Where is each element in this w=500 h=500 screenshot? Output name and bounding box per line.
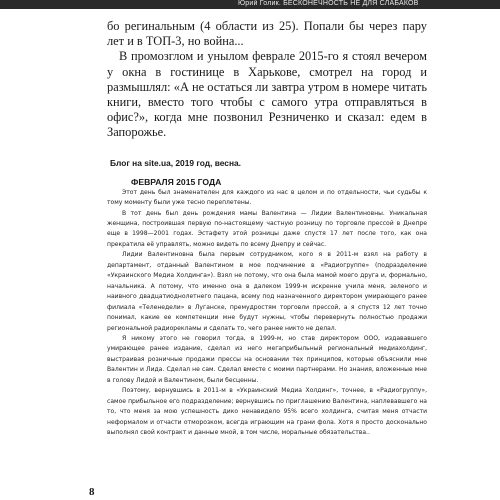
page-content — [107, 19, 427, 439]
article-paragraph-5: Поэтому, вернувшись в 2011-м в «Украинский Медиа Холдинг», точнее, в «Радиогруппу», самое прибыльное его подразделение; вернувшись по приглашению Валентина, наплевавшего на то, что меня за мою успешность дико ненавидело 95% всего холдинга, считая меня отчасти неформалом и отчасти отморозком, всегда играющим на грани фола. Хотя я просто досконально выполнял свой контракт и данные мной, в том числе, моральные обязательства.. — [107, 387, 427, 437]
date-heading: ФЕВРАЛЯ 2015 ГОДА — [131, 176, 222, 187]
running-head-bar — [0, 0, 500, 9]
article-body — [107, 188, 427, 439]
article-paragraph-3: Лидии Валентиновна была первым сотрудником, кого я в 2011-м взял на работу в департамент, отданный Валентином в мое подчинение в «Радиогруппе» (подразделение «Украинского Медиа Холдинга»). Взял не потому, что она была мамой моего друга и, формально, начальника. А потому, что именно она в далеком 1999-м искренне учила меня, зеленого и наивного двадцатиоднолетнего пацана, всему под назначенного директором умирающего ранее филиала «Теленедели» в Луганске, премудростям торговли прессой, а я спустя 12 лет точно понимал, какие ее компетенции мне будут нужны, чтобы перевернуть полностью продажи региональной радиорекламы и сделать то, чего ранее никто не делал. — [107, 251, 427, 332]
blog-caption: Блог на site.ua, 2019 год, весна. — [110, 157, 241, 168]
article-paragraph-1: Этот день был знаменателен для каждого из нас в целом и по отдельности, чьи судьбы к тому моменту были уже тесно переплетены. — [107, 188, 427, 207]
article-paragraph-2: В тот день был день рождения мамы Валентина — Лидии Валентиновны. Уникальная женщина, построившая первую по-настоящему частную розницу по торговле прессой в Днепре еще в 1998—2001 годах. Эстафету этой розницы даже спустя 17 лет после того, как она прекратила её управлять, можно видеть по всему Днепру и сейчас. — [107, 209, 427, 248]
intro-paragraph-1: бо регинальным (4 области из 25). Попали бы через пару лет и в ТОП-3, но война... — [107, 19, 427, 49]
article-paragraph-4: Я никому этого не говорил тогда, в 1999-м, но став директором ООО, издававшего умирающее ранее издание, сделал из него мегаприбыльный региональный медиахолдинг, выстраивая розничные продажи прессы на основании тех принципов, которые объяснили мне Валентин и Лида. Сделал не сам. Сделал вместе с моими партнерами. Но знания, вложенные мне в голову Лидой и Валентином, были бесценны. — [107, 334, 427, 384]
page-number: 8 — [89, 486, 95, 498]
intro-block — [107, 19, 427, 141]
intro-paragraph-2: В промозглом и унылом феврале 2015-го я стоял вечером у окна в гостинице в Харькове, смотрел на город и размышлял: «А не остаться ли завтра утром в номере читать книги, вместо того чтобы с самого утра отправляться в офис?», когда мне позвонил Резниченко и сказал: едем в Запорожье. — [107, 49, 427, 140]
running-head: Юрий Голик. БЕСКОНЕЧНОСТЬ НЕ ДЛЯ СЛАБАКОВ — [238, 0, 419, 7]
